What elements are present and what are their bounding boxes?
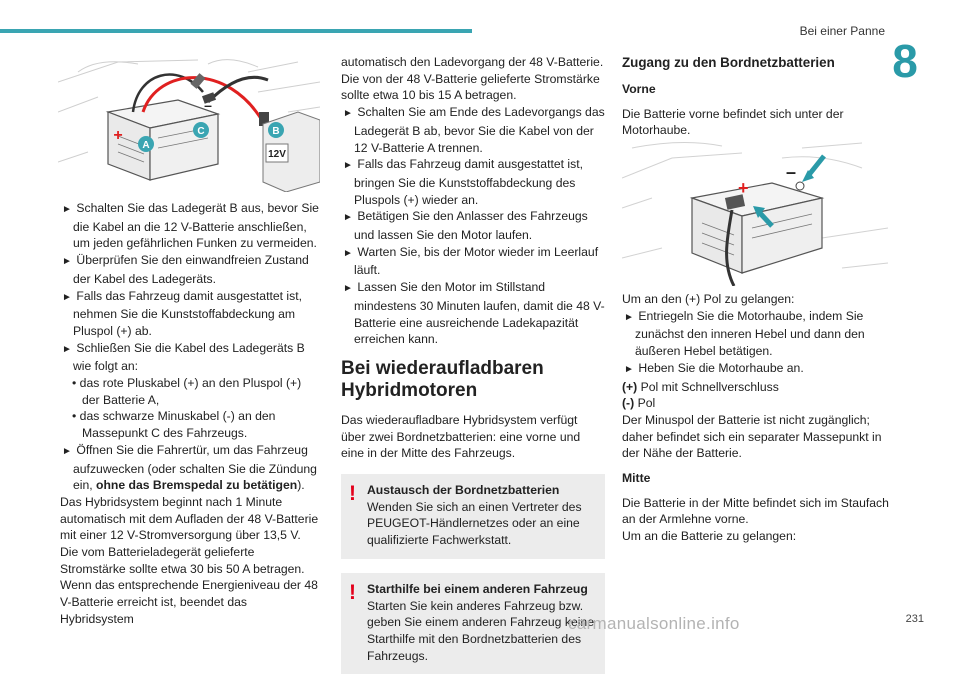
callout-b-label: B: [272, 126, 280, 137]
paragraph-continued: automatisch den Ladevorgang der 48 V-Batterie. Die von der 48 V-Batterie gelieferte Stromstärke sollte etwa 10 bis 15 A betragen.: [341, 55, 604, 103]
step-wait-idle: [341, 244, 605, 279]
warning-icon: !: [349, 482, 356, 506]
chapter-number: 8: [892, 35, 918, 87]
bullet-arrow-icon: ►: [343, 247, 353, 259]
warning-title: Starthilfe bei einem anderen Fahrzeug: [367, 581, 588, 596]
step-text: Warten Sie, bis der Motor wieder im Leerlauf läuft.: [354, 244, 599, 278]
step-text: Entriegeln Sie die Motorhaube, indem Sie zunächst den inneren Hebel und dann den äußeren Hebel betätigen.: [635, 308, 865, 359]
step-check-cables: [60, 252, 322, 287]
paragraph-charging-start: Das Hybridsystem beginnt nach 1 Minute automatisch mit dem Aufladen der 48 V-Batterie mit einer 12 V-Stromversorgung über 13,5 V. Die vom Batterieladegerät gelieferte Stromstärke sollte etwa 30 bis 50 A betragen.: [60, 494, 319, 576]
bullet-arrow-icon: ►: [624, 363, 634, 375]
step-connect-cables: [60, 340, 322, 375]
subheading-front: Vorne: [622, 82, 656, 96]
paragraph-charging-end: Wenn das entsprechende Energieniveau der 48 V-Batterie erreicht ist, beendet das Hybridsystem: [60, 578, 318, 626]
minus-label: –: [204, 97, 212, 113]
step-disconnect-charger: [341, 104, 605, 156]
bullet-arrow-icon: ►: [62, 204, 72, 215]
legend-text: Pol mit Schnellverschluss: [640, 379, 779, 394]
step-text: Überprüfen Sie den einwandfreien Zustand der Kabel des Ladegeräts.: [73, 253, 309, 286]
plus-label: +: [738, 178, 749, 198]
bullet-arrow-icon: ►: [343, 108, 353, 120]
bullet-arrow-icon: ►: [624, 311, 634, 323]
step-text: Betätigen Sie den Anlasser des Fahrzeugs und lassen Sie den Motor laufen.: [354, 209, 588, 243]
section-heading-access: Zugang zu den Bordnetzbatterien: [622, 55, 835, 70]
warning-title: Austausch der Bordnetzbatterien: [367, 483, 560, 498]
paragraph-plus-access: Um an den (+) Pol zu gelangen:: [622, 292, 795, 306]
substep-red-cable: [60, 375, 322, 408]
paragraph-hybrid-intro: Das wiederaufladbare Hybridsystem verfügt über zwei Bordnetzbatterien: eine vorne und eine in der Mitte des Fahrzeugs.: [341, 412, 581, 461]
paragraph-middle-location: Die Batterie in der Mitte befindet sich im Staufach an der Armlehne vorne.: [622, 495, 889, 527]
header-accent-bar: [0, 29, 472, 33]
warning-box-replacement: [341, 474, 605, 559]
bullet-arrow-icon: ►: [62, 445, 72, 457]
bullet-arrow-icon: ►: [343, 283, 353, 295]
column-right: [622, 54, 890, 139]
section-heading-hybrid: Bei wiederaufladbaren Hybridmotoren: [341, 357, 544, 401]
sub-bullet-icon: •: [72, 376, 77, 391]
legend-symbol: (-): [622, 396, 635, 411]
warning-body: Wenden Sie sich an einen Vertreter des PEUGEOT-Händlernetzes oder an eine qualifizierte Fachwerkstatt.: [367, 499, 582, 548]
step-text: Falls das Fahrzeug damit ausgestattet ist, nehmen Sie die Kunststoffabdeckung am Pluspol (+) ab.: [73, 288, 302, 338]
column-middle: [341, 54, 605, 688]
callout-a-label: A: [142, 140, 150, 151]
legend-plus: [622, 379, 890, 396]
step-emphasis: ohne das Bremspedal zu betätigen: [96, 478, 298, 493]
column-left: [60, 200, 322, 628]
column-right-lower: [622, 291, 890, 545]
bullet-arrow-icon: ►: [343, 212, 353, 224]
warning-icon: !: [349, 580, 356, 604]
paragraph-ground-point: Der Minuspol der Batterie ist nicht zugänglich; daher befindet sich ein separater Massepunkt in der Nähe der Batterie.: [622, 412, 882, 461]
step-text: Falls das Fahrzeug damit ausgestattet ist, bringen Sie die Kunststoffabdeckung des Pluspols (+) wieder an.: [354, 157, 583, 207]
plus-label: +: [113, 127, 123, 144]
legend-text: Pol: [637, 396, 656, 411]
paragraph-middle-access: Um an die Batterie zu gelangen:: [622, 529, 797, 544]
step-text: Heben Sie die Motorhaube an.: [638, 360, 804, 375]
step-text-end: ).: [297, 478, 305, 493]
step-run-engine: [341, 279, 605, 348]
sub-bullet-icon: •: [72, 409, 77, 424]
warning-box-jumpstart: [341, 573, 605, 675]
step-open-door: [60, 442, 322, 494]
step-refit-cover: [341, 156, 605, 208]
legend-symbol: (+): [622, 379, 638, 394]
step-text: Schalten Sie das Ladegerät B aus, bevor Sie die Kabel an die 12 V-Batterie anschließen, um jeden gefährlichen Funken zu vermeiden.: [73, 201, 319, 251]
step-text: Lassen Sie den Motor im Stillstand mindestens 30 Minuten laufen, damit die 48 V-Batterie eine ausreichende Ladekapazität erreichen kann.: [354, 280, 605, 347]
warning-body: Starten Sie kein anderes Fahrzeug bzw. geben Sie einem anderen Fahrzeug keine Starthilfe mit den Bordnetzbatterien des Fahrzeugs.: [367, 598, 594, 663]
running-header: Bei einer Panne: [799, 24, 885, 38]
bullet-arrow-icon: ►: [343, 160, 353, 172]
step-text: Öffnen Sie die Fahrertür, um das Fahrzeug aufzuwecken (oder schalten Sie die Zündung ein,: [73, 442, 317, 493]
step-text: Schalten Sie am Ende des Ladevorgangs das Ladegerät B ab, bevor Sie die Kabel von der 12 V-Batterie A trennen.: [354, 105, 605, 155]
minus-label: –: [786, 162, 797, 182]
voltage-label: 12V: [268, 149, 286, 160]
step-remove-cover: [60, 288, 322, 340]
step-unlock-bonnet: [622, 308, 890, 360]
step-switch-off-charger: [60, 200, 322, 252]
subheading-middle: Mitte: [622, 471, 651, 486]
paragraph-front-location: Die Batterie vorne befindet sich unter der Motorhaube.: [622, 106, 844, 138]
step-text: Schließen Sie die Kabel des Ladegeräts B wie folgt an:: [73, 340, 305, 374]
watermark: carmanualsonline.info: [568, 614, 740, 633]
step-raise-bonnet: [622, 360, 890, 379]
front-battery-illustration: [622, 138, 888, 286]
substep-text: das schwarze Minuskabel (-) an den Massepunkt C des Fahrzeugs.: [79, 409, 276, 441]
legend-minus: [622, 395, 890, 412]
bullet-arrow-icon: ►: [62, 343, 72, 355]
substep-black-cable: [60, 408, 322, 441]
callout-c-label: C: [197, 126, 205, 137]
charger-connection-illustration: [58, 52, 320, 192]
bullet-arrow-icon: ►: [62, 291, 72, 303]
step-start-engine: [341, 208, 605, 243]
substep-text: das rote Pluskabel (+) an den Pluspol (+) der Batterie A,: [79, 376, 302, 407]
bullet-arrow-icon: ►: [62, 256, 72, 268]
page-number: 231: [905, 613, 924, 625]
